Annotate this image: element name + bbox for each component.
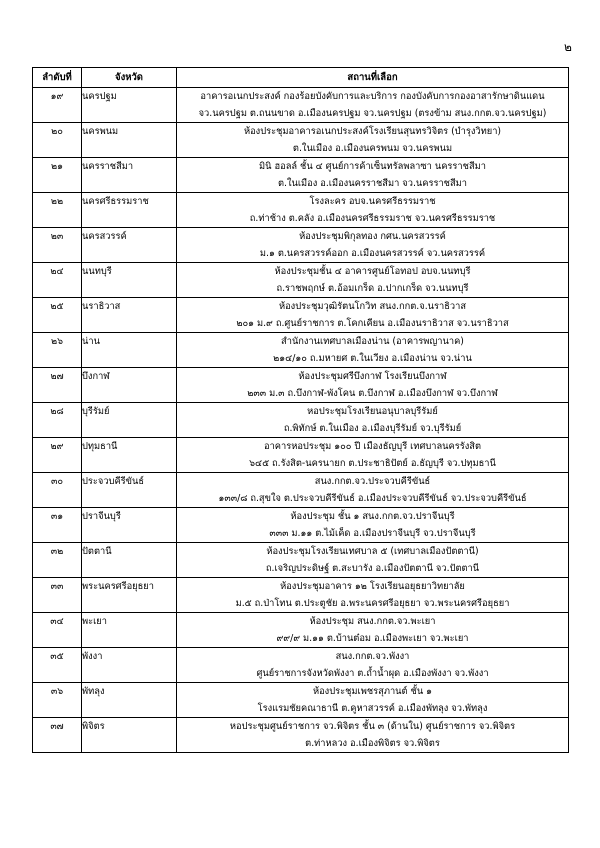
row-number: ๓๖ [33,683,82,718]
row-place [177,718,569,753]
place-line-1: สำนักงานเทศบาลเมืองน่าน (อาคารพญานาค) [281,336,464,347]
row-number: ๓๒ [33,543,82,578]
header-place: สถานที่เลือก [177,68,569,88]
row-province: น่าน [82,333,177,368]
row-place [177,333,569,368]
place-line-1: ห้องประชุมเพชรสุภานต์ ชั้น ๑ [312,686,433,697]
row-province: นนทบุรี [82,263,177,298]
table-row [33,368,569,403]
row-number: ๓๑ [33,508,82,543]
row-province: พิจิตร [82,718,177,753]
place-line-2: ต.ท่าหลวง อ.เมืองพิจิตร จว.พิจิตร [305,738,440,749]
header-province: จังหวัด [82,68,177,88]
row-number: ๒๓ [33,228,82,263]
row-number: ๒๖ [33,333,82,368]
row-province: พัทลุง [82,683,177,718]
row-number: ๒๔ [33,263,82,298]
row-number: ๓๔ [33,613,82,648]
row-province: ประจวบคีรีขันธ์ [82,473,177,508]
row-place [177,123,569,158]
row-place [177,648,569,683]
table-row [33,333,569,368]
table-row [33,473,569,508]
place-line-2: ม.๕ ถ.ป่าโทน ต.ประตูชัย อ.พระนครศรีอยุธยา จว.พระนครศรีอยุธยา [235,598,510,609]
row-place [177,88,569,123]
place-line-2: ๒๓๓ ม.๓ ถ.บึงกาฬ-พังโคน ต.บึงกาฬ อ.เมืองบึงกาฬ จว.บึงกาฬ [247,388,498,399]
place-line-2: ๙๙/๙ ม.๑๑ ต.บ้านต๋อม อ.เมืองพะเยา จว.พะเยา [276,633,469,644]
table-row [33,578,569,613]
row-place [177,683,569,718]
place-line-1: ห้องประชุมอาคาร ๑๒ โรงเรียนอยุธยาวิทยาลัย [280,581,465,592]
table-row [33,298,569,333]
row-number: ๒๒ [33,193,82,228]
table-row [33,648,569,683]
row-province: บึงกาฬ [82,368,177,403]
table-body [33,88,569,753]
place-line-1: ห้องประชุม ชั้น ๑ สนง.กกต.จว.ปราจีนบุรี [290,511,455,522]
row-number: ๓๗ [33,718,82,753]
place-line-2: ๑๓๓/๘ ถ.สุขใจ ต.ประจวบคีรีขันธ์ อ.เมืองประจวบคีรีขันธ์ จว.ประจวบคีรีขันธ์ [218,493,527,504]
row-place [177,263,569,298]
row-place [177,368,569,403]
row-number: ๒๗ [33,368,82,403]
row-province: บุรีรัมย์ [82,403,177,438]
row-province: นครปฐม [82,88,177,123]
place-line-2: ต.ในเมือง อ.เมืองนครราชสีมา จว.นครราชสีมา [277,178,468,189]
page-number: ๒ [564,40,572,54]
place-line-1: ห้องประชุมโรงเรียนเทศบาล ๕ (เทศบาลเมืองปัตตานี) [266,546,479,557]
place-line-1: โรงละคร อบจ.นครศรีธรรมราช [309,196,436,207]
row-place [177,193,569,228]
table-row [33,438,569,473]
place-line-1: ห้องประชุมพิกุลทอง กศน.นครสวรรค์ [299,231,446,242]
row-place [177,438,569,473]
place-line-2: ถ.พิทักษ์ ต.ในเมือง อ.เมืองบุรีรัมย์ จว.บุรีรัมย์ [283,423,462,434]
place-line-1: ห้องประชุม สนง.กกต.จว.พะเยา [309,616,436,627]
place-line-1: สนง.กกต.จว.พังงา [335,651,410,662]
row-place [177,473,569,508]
table-row [33,683,569,718]
place-line-1: อาคารหอประชุม ๑๐๐ ปี เมืองธัญบุรี เทศบาลนครรังสิต [263,441,481,452]
table-row [33,158,569,193]
place-line-2: ๓๓๓ ม.๑๑ ต.ไม้เค็ด อ.เมืองปราจีนบุรี จว.ปราจีนบุรี [269,528,476,539]
place-line-2: ศูนย์ราชการจังหวัดพังงา ต.ถ้ำน้ำผุด อ.เมืองพังงา จว.พังงา [256,668,489,679]
row-number: ๓๓ [33,578,82,613]
place-line-1: มินิ ฮอลล์ ชั้น ๔ ศูนย์การค้าเซ็นทรัลพลาซา นครราชสีมา [259,161,486,172]
place-line-2: โรงแรมชัยคณาธานี ต.คูหาสวรรค์ อ.เมืองพัทลุง จว.พัทลุง [257,703,488,714]
place-line-2: ๒๐๑ ม.๙ ถ.ศูนย์ราชการ ต.โคกเคียน อ.เมืองนราธิวาส จว.นราธิวาส [236,318,509,329]
place-line-1: ห้องประชุมศรีบึงกาฬ โรงเรียนบึงกาฬ [298,371,447,382]
row-place [177,228,569,263]
polling-places-table [32,67,569,753]
place-line-2: ต.ในเมือง อ.เมืองนครพนม จว.นครพนม [292,143,453,154]
place-line-1: หอประชุมศูนย์ราชการ จว.พิจิตร ชั้น ๓ (ด้านใน) ศูนย์ราชการ จว.พิจิตร [229,721,516,732]
table-row [33,263,569,298]
place-line-2: ม.๑ ต.นครสวรรค์ออก อ.เมืองนครสวรรค์ จว.นครสวรรค์ [259,248,486,259]
row-province: นครศรีธรรมราช [82,193,177,228]
row-number: ๒๐ [33,123,82,158]
row-number: ๓๕ [33,648,82,683]
row-number: ๓๐ [33,473,82,508]
table-row [33,123,569,158]
row-province: พะเยา [82,613,177,648]
table-header-row [33,68,569,88]
table-row [33,228,569,263]
table-row [33,718,569,753]
place-line-1: ห้องประชุมชั้น ๔ อาคารศูนย์โอทอป อบจ.นนทบุรี [274,266,471,277]
row-place [177,578,569,613]
row-province: ปราจีนบุรี [82,508,177,543]
place-line-2: ถ.ท่าช้าง ต.คลัง อ.เมืองนครศรีธรรมราช จว.นครศรีธรรมราช [249,213,496,224]
row-place [177,543,569,578]
row-place [177,508,569,543]
row-province: นครสวรรค์ [82,228,177,263]
row-number: ๒๑ [33,158,82,193]
table-row [33,193,569,228]
place-line-1: หอประชุมโรงเรียนอนุบาลบุรีรัมย์ [307,406,438,417]
table-row [33,543,569,578]
place-line-1: อาคารอเนกประสงค์ กองร้อยบังคับการและบริการ กองบังคับการกองอาสารักษาดินแดน [200,91,545,102]
row-province: พระนครศรีอยุธยา [82,578,177,613]
header-number: ลำดับที่ [33,68,82,88]
table-row [33,508,569,543]
row-province: ปัตตานี [82,543,177,578]
row-province: นครพนม [82,123,177,158]
place-line-2: ๖๔๕ ถ.รังสิต-นครนายก ต.ประชาธิปัตย์ อ.ธัญบุรี จว.ปทุมธานี [249,458,496,469]
row-place [177,613,569,648]
place-line-2: ถ.ราชพฤกษ์ ต.อ้อมเกร็ด อ.ปากเกร็ด จว.นนทบุรี [276,283,469,294]
row-province: นราธิวาส [82,298,177,333]
table-row [33,613,569,648]
table-row [33,403,569,438]
row-province: นครราชสีมา [82,158,177,193]
place-line-2: ถ.เจริญประดิษฐ์ ต.สะบารัง อ.เมืองปัตตานี จว.ปัตตานี [265,563,480,574]
row-place [177,403,569,438]
place-line-1: สนง.กกต.จว.ประจวบคีรีขันธ์ [314,476,431,487]
row-number: ๒๘ [33,403,82,438]
row-number: ๒๙ [33,438,82,473]
place-line-2: ๒๑๔/๑๐ ถ.มหายศ ต.ในเวียง อ.เมืองน่าน จว.น่าน [273,353,472,364]
place-line-2: จว.นครปฐม ต.ถนนขาด อ.เมืองนครปฐม จว.นครปฐม (ตรงข้าม สนง.กกต.จว.นครปฐม) [198,108,547,119]
place-line-1: ห้องประชุมวุฒิรัตนโกวิท สนง.กกต.จ.นราธิวาส [278,301,467,312]
table-row [33,88,569,123]
place-line-1: ห้องประชุมอาคารอเนกประสงค์โรงเรียนสุนทรวิจิตร (บำรุงวิทยา) [243,126,502,137]
row-number: ๑๙ [33,88,82,123]
row-province: ปทุมธานี [82,438,177,473]
row-place [177,158,569,193]
row-number: ๒๕ [33,298,82,333]
row-place [177,298,569,333]
row-province: พังงา [82,648,177,683]
